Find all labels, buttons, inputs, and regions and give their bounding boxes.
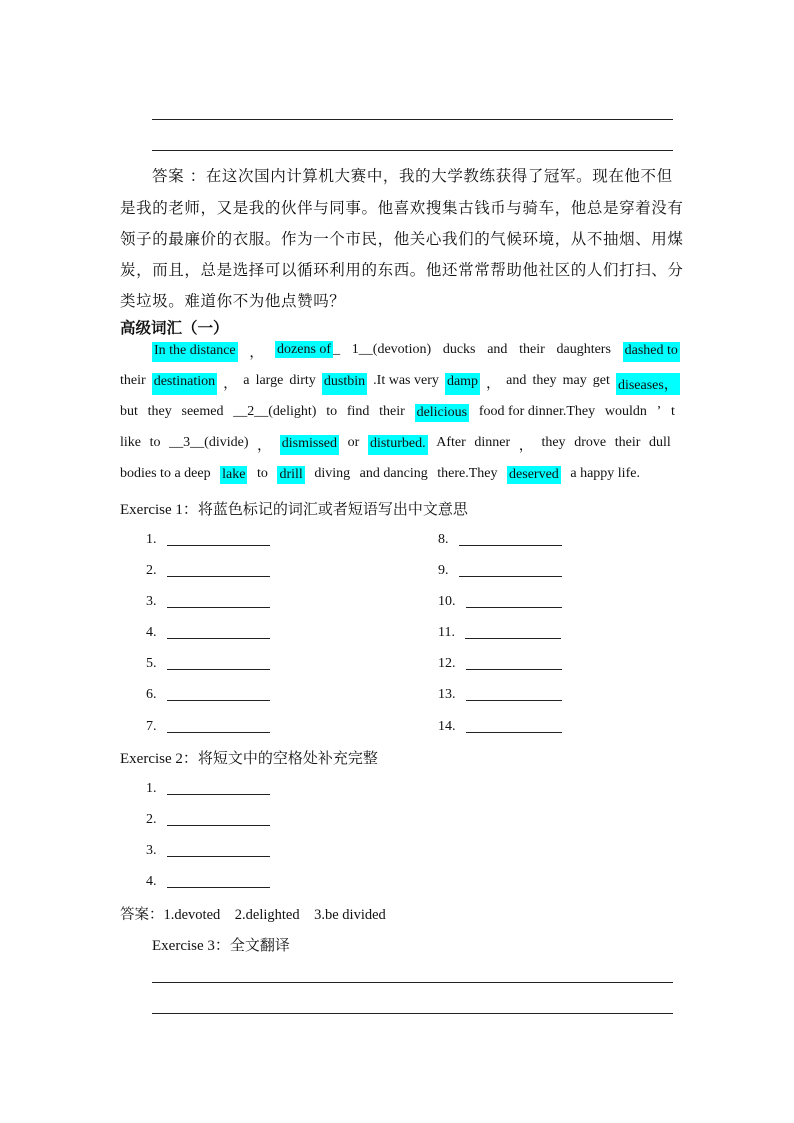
word: they <box>532 373 557 388</box>
exercise2-item <box>146 873 270 890</box>
word: they <box>541 435 566 450</box>
answer-line-2: 是我的老师，又是我的伙伴与同事。他喜欢搜集古钱币与骑车，他总是穿着没有 <box>120 199 684 217</box>
answer-blank[interactable] <box>465 624 561 639</box>
word: but <box>120 404 138 419</box>
answer-blank[interactable] <box>466 718 562 733</box>
word: and <box>506 373 527 388</box>
highlight-word: diseases， <box>616 373 680 395</box>
answer-blank[interactable] <box>459 531 562 546</box>
word: a happy life. <box>570 466 640 481</box>
item-number: 9. <box>438 563 449 578</box>
exercise1-item <box>146 593 270 610</box>
word: food for dinner.They <box>478 404 596 419</box>
item-number: 13. <box>438 687 456 702</box>
answer-blank[interactable] <box>167 562 270 577</box>
answer-blank[interactable] <box>167 593 270 608</box>
exercise1-title: Exercise 1：将蓝色标记的词汇或者短语写出中文意思 <box>120 502 468 518</box>
highlight-word: deserved <box>509 467 559 482</box>
word: ， <box>518 439 533 454</box>
highlight-word: drill <box>279 467 303 482</box>
word: there.They <box>437 466 498 481</box>
item-number: 4. <box>146 625 157 640</box>
passage-line-3 <box>120 404 675 422</box>
word: their <box>614 435 641 450</box>
exercise1-item <box>146 562 270 579</box>
answer-blank[interactable] <box>167 811 270 826</box>
exercise1-item <box>438 624 561 641</box>
answer-line-5: 类垃圾。难道你不为他点赞吗？ <box>120 292 346 310</box>
exercise3-title: Exercise 3：全文翻译 <box>152 938 290 954</box>
item-number: 14. <box>438 719 456 734</box>
word: bodies to a deep <box>120 466 211 481</box>
item-number: 1. <box>146 532 157 547</box>
word: t <box>671 404 675 419</box>
item-number: 5. <box>146 656 157 671</box>
word: ， <box>223 377 238 392</box>
word: large <box>255 373 284 388</box>
answer-line-4: 炭，而且，总是选择可以循环利用的东西。他还常常帮助他社区的人们打扫、分 <box>120 261 684 279</box>
word: to <box>326 404 338 419</box>
exercise1-item <box>146 655 270 672</box>
exercise2-title: Exercise 2：将短文中的空格处补充完整 <box>120 751 378 767</box>
word: find <box>346 404 370 419</box>
answer-blank[interactable] <box>167 873 270 888</box>
answer-line-1: 答案 ：在这次国内计算机大赛中，我的大学教练获得了冠军。现在他不但 <box>152 167 673 185</box>
exercise2-item <box>146 842 270 859</box>
exercise1-item <box>146 718 270 735</box>
exercise1-item <box>438 531 562 548</box>
word: get <box>592 373 610 388</box>
highlight-word: dismissed <box>280 435 339 455</box>
answer-blank[interactable] <box>167 624 270 639</box>
word: their <box>519 342 545 357</box>
exercise1-item <box>438 655 562 672</box>
word: dinner <box>474 435 511 450</box>
word: dirty <box>289 373 316 388</box>
answer-blank[interactable] <box>466 655 562 670</box>
word: a <box>243 373 250 388</box>
writing-line <box>152 119 673 120</box>
highlight-phrase: dozens of <box>277 342 332 357</box>
answer-blank[interactable] <box>466 686 562 701</box>
highlight-word: delicious <box>416 405 468 420</box>
exercise1-item <box>146 686 270 703</box>
item-number: 2. <box>146 812 157 827</box>
passage-line-4 <box>120 435 671 455</box>
highlight-phrase: dashed to <box>623 342 680 362</box>
word: like <box>120 435 141 450</box>
word: ， <box>257 439 272 454</box>
word: and dancing <box>359 466 428 481</box>
item-number: 6. <box>146 687 157 702</box>
item-number: 11. <box>438 625 455 640</box>
exercise2-answer: 答案：1.devoted 2.delighted 3.be divided <box>120 907 386 923</box>
passage-line-1 <box>152 342 680 362</box>
item-number: 7. <box>146 719 157 734</box>
writing-line <box>152 982 673 983</box>
word: drove <box>574 435 607 450</box>
word: to <box>149 435 161 450</box>
answer-blank[interactable] <box>167 718 270 733</box>
passage-line-2 <box>120 373 680 395</box>
exercise2-item <box>146 811 270 828</box>
highlight-phrase: In the distance <box>152 342 238 362</box>
word: _ <box>333 342 341 357</box>
writing-line <box>152 1013 673 1014</box>
blank-1: 1__(devotion) <box>351 342 432 357</box>
word: their <box>379 404 405 419</box>
word: wouldn <box>604 404 647 419</box>
answer-blank[interactable] <box>167 780 270 795</box>
item-number: 3. <box>146 594 157 609</box>
answer-line-3: 领子的最廉价的衣服。作为一个市民，他关心我们的气候环境，从不抽烟、用煤 <box>120 230 684 248</box>
exercise1-item <box>146 624 270 641</box>
item-number: 10. <box>438 594 456 609</box>
word: seemed <box>181 404 224 419</box>
highlight-word: dustbin <box>322 373 367 395</box>
highlight-word: destination <box>152 373 217 395</box>
highlight-word: disturbed. <box>368 435 428 455</box>
highlight-word: damp <box>445 373 480 395</box>
exercise1-item <box>438 593 562 610</box>
item-number: 2. <box>146 563 157 578</box>
word: diving <box>314 466 351 481</box>
section-title: 高级词汇（一） <box>120 318 229 337</box>
answer-blank[interactable] <box>167 531 270 546</box>
word: or <box>347 435 360 450</box>
blank-2: __2__(delight) <box>233 404 317 419</box>
word: ’ <box>656 404 662 419</box>
answer-blank[interactable] <box>167 842 270 857</box>
word: .It was very <box>373 373 439 388</box>
exercise1-item <box>438 718 562 735</box>
answer-blank[interactable] <box>466 593 562 608</box>
word: to <box>257 466 268 481</box>
word: may <box>562 373 587 388</box>
passage-line-5 <box>120 466 640 484</box>
word: After <box>436 435 466 450</box>
item-number: 3. <box>146 843 157 858</box>
highlight-word: lake <box>222 467 246 482</box>
exercise2-item <box>146 780 270 797</box>
word: they <box>147 404 172 419</box>
item-number: 4. <box>146 874 157 889</box>
writing-line <box>152 150 673 151</box>
answer-blank[interactable] <box>167 655 270 670</box>
word: ， <box>486 377 501 392</box>
exercise1-item <box>438 562 562 579</box>
item-number: 1. <box>146 781 157 796</box>
exercise1-item <box>438 686 562 703</box>
word: daughters <box>556 342 611 357</box>
exercise1-item <box>146 531 270 548</box>
answer-blank[interactable] <box>459 562 562 577</box>
answer-blank[interactable] <box>167 686 270 701</box>
item-number: 12. <box>438 656 456 671</box>
blank-3: __3__(divide) <box>169 435 249 450</box>
word: and <box>487 342 508 357</box>
word: ， <box>249 346 264 361</box>
word: their <box>120 373 146 388</box>
item-number: 8. <box>438 532 449 547</box>
word: ducks <box>442 342 476 357</box>
word: dull <box>649 435 671 450</box>
